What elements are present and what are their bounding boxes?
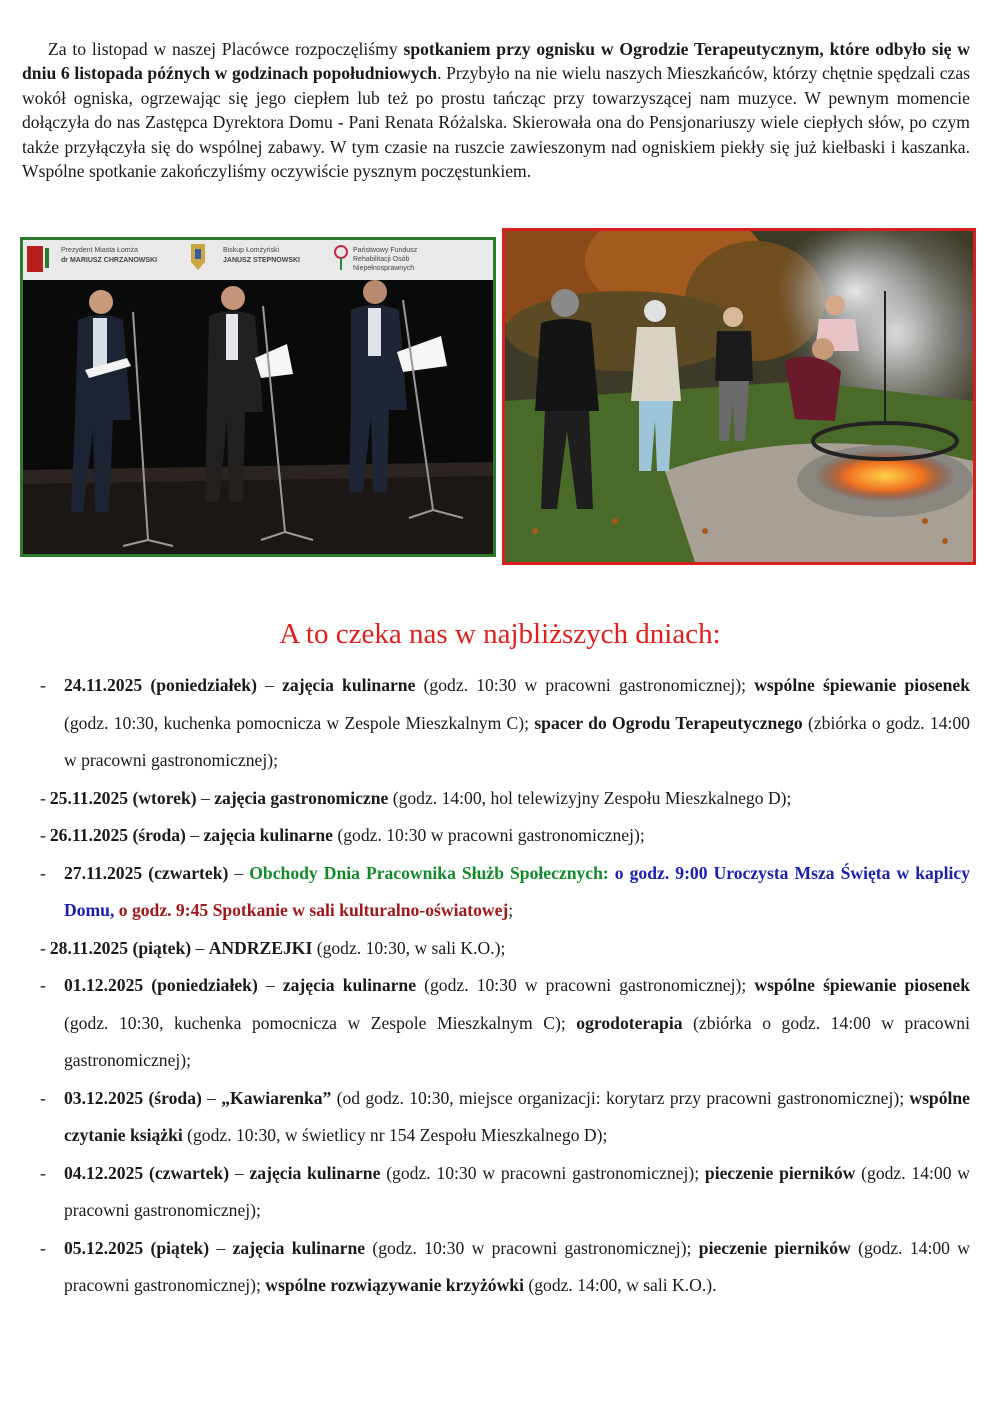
list-bullet: - [40, 1162, 46, 1183]
event-activity: pieczenie pierników [704, 1162, 856, 1183]
event-details: (godz. 14:00, hol telewizyjny Zespołu Mieszkalnego D); [388, 787, 792, 808]
event-separator: – [191, 937, 209, 958]
event-activity: wspólne śpiewanie piosenek [754, 675, 970, 695]
event-activity: ogrodoterapia [576, 1012, 683, 1033]
event-activity: ANDRZEJKI [208, 937, 313, 958]
event-date: 24.11.2025 (poniedziałek) [64, 675, 257, 695]
list-item [40, 855, 970, 930]
photo-bonfire-gathering [502, 228, 976, 565]
bonfire-scene-illustration [505, 231, 973, 562]
event-details: (godz. 10:30, w świetlicy nr 154 Zespołu Mieszkalnego D); [182, 1125, 608, 1145]
event-meeting-info: o godz. 9:45 Spotkanie w sali kulturalno-oświatowej [114, 900, 509, 920]
event-details: (godz. 14:00 w pracowni gastronomicznej); [64, 1162, 971, 1220]
event-activity: zajęcia kulinarne [249, 1162, 381, 1183]
stage-scene-illustration [23, 240, 493, 554]
city-crest-icon [27, 246, 43, 272]
event-activity: zajęcia gastronomiczne [214, 787, 389, 808]
event-separator: – [196, 787, 215, 808]
event-details: (od godz. 10:30, miejsce organizacji: korytarz przy pracowni gastronomicznej); [331, 1087, 910, 1108]
list-item [40, 667, 970, 780]
event-separator: – [185, 825, 204, 845]
list-item [40, 1155, 970, 1230]
list-bullet: - [40, 862, 46, 883]
events-schedule-list [40, 667, 970, 1305]
list-bullet: - [40, 1237, 46, 1258]
list-bullet: - [40, 975, 46, 995]
event-separator: – [201, 1087, 222, 1108]
event-date: 05.12.2025 (piątek) [64, 1237, 210, 1258]
event-separator: – [257, 975, 283, 995]
event-details: (godz. 10:30 w pracowni gastronomicznej); [333, 825, 645, 845]
event-mass-info: o godz. 9:00 Uroczysta Msza Święta w kaplicy Domu, [64, 862, 971, 920]
list-bullet: - [40, 675, 46, 695]
list-item [40, 1230, 970, 1305]
banner-label: Rehabilitacji Osób [353, 256, 410, 263]
banner-label: Prezydent Miasta Łomża [61, 247, 139, 254]
list-item [40, 780, 970, 818]
list-item [40, 1080, 970, 1155]
event-date: 04.12.2025 (czwartek) [64, 1162, 230, 1183]
list-item [40, 967, 970, 1080]
event-activity: zajęcia kulinarne [232, 1237, 366, 1258]
event-activity: wspólne śpiewanie piosenek [754, 975, 970, 995]
intro-text-2: . Przybyło na nie wielu naszych Mieszkańców, którzy chętnie spędzali czas wokół ogniska, ogrzewając się jego ciepłem lub też po prostu tańcząc przy towarzyszącej nam muzyce. W pewnym momencie dołączyła do nas Zastępca Dyrektora Domu - Pani Renata Różalska. Skierowała ona do Pensjonariuszy wiele ciepłych słów, po czym także przyłączyła się do wspólnej zabawy. W tym czasie na ruszcie zawieszonym nad ogniskiem piekły się już kiełbaski i kaszanka. Wspólne spotkanie zakończyliśmy oczywiście pysznym poczęstunkiem. [22, 63, 970, 182]
event-separator: – [228, 862, 250, 883]
banner-label: Państwowy Fundusz [353, 247, 418, 254]
event-separator: – [209, 1237, 233, 1258]
event-details: (godz. 10:30 w pracowni gastronomicznej); [380, 1162, 705, 1183]
event-details: (zbiórka o godz. 14:00 w pracowni gastronomicznej); [64, 1012, 970, 1070]
photo-stage-speakers [20, 237, 496, 557]
event-date: 28.11.2025 (piątek) [49, 937, 192, 958]
intro-paragraph [22, 37, 970, 183]
event-details: (godz. 10:30, w sali K.O.); [312, 937, 506, 958]
event-details: (zbiórka o godz. 14:00 w pracowni gastronomicznej); [64, 712, 970, 770]
event-end-punct: ; [508, 900, 514, 920]
banner-label: dr MARIUSZ CHRZANOWSKI [61, 257, 158, 264]
banner-label: Niepełnosprawnych [353, 265, 415, 272]
list-item [40, 930, 970, 968]
banner-label: JANUSZ STEPNOWSKI [223, 257, 301, 264]
event-activity: wspólne rozwiązywanie krzyżówki [265, 1275, 524, 1295]
event-activity: zajęcia kulinarne [282, 975, 417, 995]
event-activity: zajęcia kulinarne [282, 675, 416, 695]
event-details: (godz. 10:30, kuchenka pomocnicza w Zespole Mieszkalnym C); [64, 1012, 577, 1033]
event-details: (godz. 10:30 w pracowni gastronomicznej); [365, 1237, 699, 1258]
event-activity: wspólne czytanie książki [64, 1087, 970, 1145]
event-activity: „Kawiarenka” [221, 1087, 332, 1108]
banner-label: Biskup Łomżyński [223, 247, 280, 254]
list-bullet: - [40, 787, 46, 808]
event-details: (godz. 14:00 w pracowni gastronomicznej); [64, 1237, 971, 1295]
list-bullet: - [40, 825, 46, 845]
list-item [40, 817, 970, 855]
upcoming-events-heading: A to czeka nas w najbliższych dniach: [279, 618, 721, 650]
event-separator: – [229, 1162, 250, 1183]
event-date: 03.12.2025 (środa) [64, 1087, 202, 1108]
event-separator: – [256, 675, 283, 695]
event-date: 26.11.2025 (środa) [49, 825, 186, 845]
event-activity: pieczenie pierników [698, 1237, 851, 1258]
intro-text-1: Za to listopad w naszej Placówce rozpoczęliśmy [48, 39, 404, 59]
event-details: (godz. 10:30 w pracowni gastronomicznej); [416, 975, 755, 995]
event-date: 27.11.2025 (czwartek) [64, 862, 229, 883]
intro-bold-event: spotkaniem przy ognisku w Ogrodzie Terapeutycznym, które odbyło się w dniu 6 listopada późnych w godzinach popołudniowych [22, 39, 970, 84]
event-details: (godz. 10:30 w pracowni gastronomicznej); [415, 675, 755, 695]
event-date: 01.12.2025 (poniedziałek) [64, 975, 258, 995]
list-bullet: - [40, 937, 46, 958]
list-bullet: - [40, 1087, 46, 1108]
event-activity: zajęcia kulinarne [203, 825, 333, 845]
event-details: (godz. 10:30, kuchenka pomocnicza w Zespole Mieszkalnym C); [64, 712, 535, 733]
event-details: (godz. 14:00, w sali K.O.). [523, 1275, 717, 1295]
event-celebration-title: Obchody Dnia Pracownika Służb Społecznych: [249, 862, 609, 883]
event-date: 25.11.2025 (wtorek) [49, 787, 197, 808]
event-activity: spacer do Ogrodu Terapeutycznego [534, 712, 803, 733]
